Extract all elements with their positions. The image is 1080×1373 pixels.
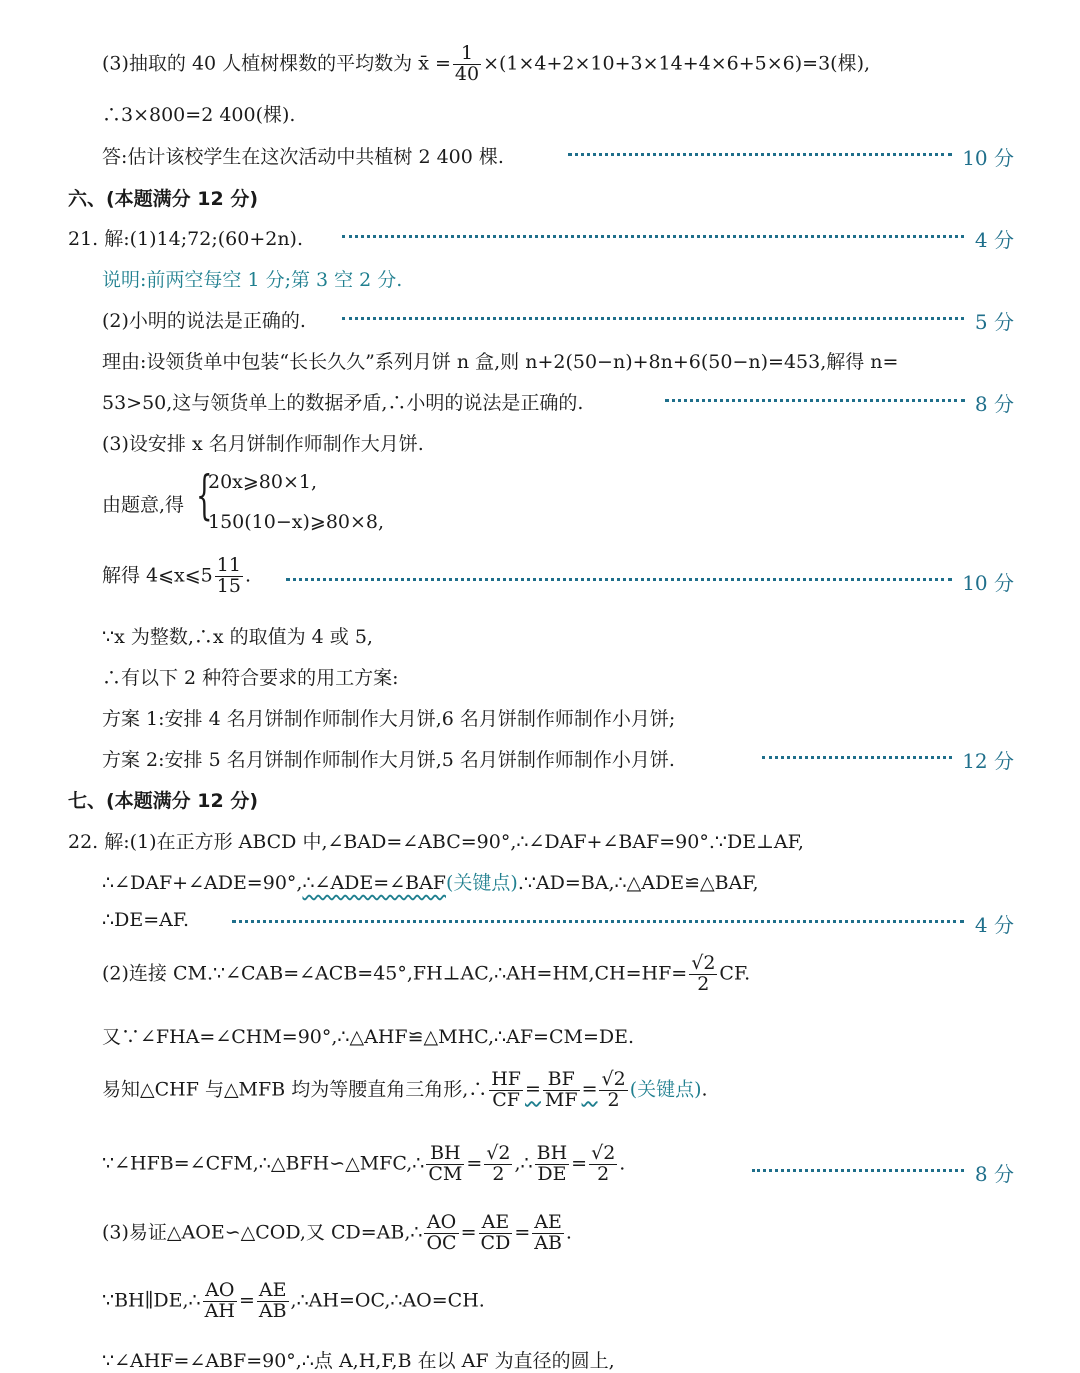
fraction <box>215 556 243 597</box>
text: 解得 4⩽x⩽5 <box>102 564 213 587</box>
q22-2-isosceles <box>102 1070 708 1111</box>
frac-den: 2 <box>597 1162 610 1185</box>
key-point-label: (关键点) <box>446 872 518 894</box>
q22-2-congruent: 又∵∠FHA=∠CHM=90°,∴△AHF≌△MHC,∴AF=CM=DE. <box>102 1026 635 1048</box>
q21-reason-cont: 53>50,这与领货单上的数据矛盾,∴小明的说法是正确的. <box>102 392 584 414</box>
frac-den: 2 <box>697 972 710 995</box>
frac-num: AO <box>203 1281 237 1302</box>
score-8: 8 分 <box>974 392 1014 416</box>
q22-1-cont <box>102 868 759 895</box>
fraction <box>489 1070 523 1111</box>
frac-den: OC <box>426 1231 457 1254</box>
q21-3: (3)设安排 x 名月饼制作师制作大月饼. <box>102 433 424 455</box>
frac-den: DE <box>537 1162 567 1185</box>
text: ,∴ <box>514 1152 533 1175</box>
dot-leader <box>752 1169 964 1172</box>
fraction <box>479 1213 513 1254</box>
frac-num: AE <box>257 1281 289 1302</box>
section-7-heading: 七、(本题满分 12 分) <box>68 790 259 812</box>
text: ×(1×4+2×10+3×14+4×6+5×6)=3(棵), <box>483 52 871 75</box>
score-12: 12 分 <box>962 749 1014 773</box>
dot-leader <box>762 756 952 759</box>
dot-leader <box>342 235 964 238</box>
q20-3-line <box>102 44 870 85</box>
q22-3-circle: ∵∠AHF=∠ABF=90°,∴点 A,H,F,B 在以 AF 为直径的圆上, <box>102 1350 615 1372</box>
q22-1-end: ∴DE=AF. <box>102 909 190 931</box>
q21-note: 说明:前两空每空 1 分;第 3 空 2 分. <box>102 269 403 291</box>
frac-num: 1 <box>453 44 481 65</box>
q21-integer: ∵x 为整数,∴x 的取值为 4 或 5, <box>102 626 373 648</box>
q21-2: (2)小明的说法是正确的. <box>102 310 306 332</box>
frac-den: AB <box>534 1231 562 1254</box>
frac-den: 2 <box>492 1162 505 1185</box>
dot-leader <box>342 317 964 320</box>
fraction <box>543 1070 580 1111</box>
text: . <box>701 1078 708 1101</box>
dot-leader <box>665 399 965 402</box>
q22-2 <box>102 954 750 995</box>
frac-num: HF <box>491 1068 521 1090</box>
key-step: ∴∠ADE=∠BAF <box>302 872 446 894</box>
dot-leader <box>232 920 964 923</box>
inequality-2: 150(10−x)⩾80×8, <box>208 511 385 533</box>
text: 易知△CHF 与△MFB 均为等腰直角三角形,∴ <box>102 1078 488 1101</box>
q22-2-similar: ∵∠HFB=∠CFM,∴△BFH∽△MFC,∴ $\frac{BH}{CM}$ = $\frac{√2}{2}$ ,∴ $\frac{BH}{DE}$ = $\frac{√2}{2}$ . <box>102 1142 626 1185</box>
frac-den: 2 <box>607 1088 620 1111</box>
fraction <box>589 1144 617 1185</box>
score-4: 4 分 <box>974 228 1014 252</box>
text: .∵AD=BA,∴△ADE≌△BAF, <box>517 872 759 894</box>
fraction <box>689 954 717 995</box>
frac-num: 11 <box>216 554 241 576</box>
text: (3)易证△AOE∽△COD,又 CD=AB,∴ <box>102 1221 423 1244</box>
frac-den: CF <box>492 1088 520 1111</box>
frac-num: BH <box>536 1142 568 1164</box>
fraction <box>426 1144 464 1185</box>
text: ∵∠HFB=∠CFM,∴△BFH∽△MFC,∴ <box>102 1152 425 1175</box>
q20-answer: 答:估计该校学生在这次活动中共植树 2 400 棵. <box>102 146 504 168</box>
fraction <box>257 1281 289 1322</box>
dot-leader <box>286 578 952 581</box>
score-5: 5 分 <box>974 310 1014 334</box>
frac-num: √2 <box>486 1142 511 1164</box>
key-point-label: (关键点) <box>629 1078 702 1101</box>
system-label: 由题意,得 <box>102 494 185 516</box>
key-step: $\frac{HF}{CF}$ = $\frac{BF}{MF}$ = $\frac{√2}{2}$ <box>491 1068 626 1111</box>
frac-den: CD <box>480 1231 511 1254</box>
dot-leader <box>568 153 952 156</box>
frac-num: √2 <box>601 1068 626 1090</box>
section-6-heading: 六、(本题满分 12 分) <box>68 188 259 210</box>
text: . <box>619 1152 626 1175</box>
text: . <box>565 1221 572 1244</box>
fraction <box>599 1070 627 1111</box>
frac-den: 15 <box>216 574 241 597</box>
frac-den: AH <box>204 1299 235 1322</box>
frac-num: AE <box>532 1213 564 1234</box>
fraction <box>535 1144 570 1185</box>
text: (3)抽取的 40 人植树棵数的平均数为 x̄ = <box>102 52 451 75</box>
frac-num: AE <box>479 1213 513 1234</box>
frac-num: BF <box>543 1070 580 1091</box>
score-4: 4 分 <box>974 913 1014 937</box>
q21-plan-2: 方案 2:安排 5 名月饼制作师制作大月饼,5 名月饼制作师制作小月饼. <box>102 749 675 771</box>
frac-den: 40 <box>454 62 480 85</box>
text: (2)连接 CM.∵∠CAB=∠ACB=45°,FH⊥AC,∴AH=HM,CH=HF= <box>102 962 688 985</box>
q21-reason: 理由:设领货单中包装“长长久久”系列月饼 n 盒,则 n+2(50−n)+8n+6(50−n)=453,解得 n= <box>102 351 899 373</box>
q21-solution <box>102 556 251 597</box>
text: ,∴AH=OC,∴AO=CH. <box>290 1289 485 1312</box>
fraction <box>203 1281 237 1322</box>
inequality-1: 20x⩾80×1, <box>208 471 318 493</box>
fraction <box>484 1144 512 1185</box>
frac-num: AO <box>424 1213 458 1234</box>
text: CF. <box>719 962 751 985</box>
score-10: 10 分 <box>962 571 1014 595</box>
q21-plan-1: 方案 1:安排 4 名月饼制作师制作大月饼,6 名月饼制作师制作小月饼; <box>102 708 676 730</box>
frac-den: AB <box>258 1299 287 1322</box>
fraction <box>424 1213 458 1254</box>
q22-1: 22. 解:(1)在正方形 ABCD 中,∠BAD=∠ABC=90°,∴∠DAF+∠BAF=90°.∵DE⊥AF, <box>68 831 804 853</box>
frac-den: CM <box>428 1162 463 1185</box>
score-10: 10 分 <box>962 146 1014 170</box>
q21-1: 21. 解:(1)14;72;(60+2n). <box>68 228 304 250</box>
frac-num: √2 <box>691 952 716 974</box>
fraction <box>532 1213 564 1254</box>
text: ∵BH∥DE,∴ <box>102 1289 201 1312</box>
q20-calc: ∴3×800=2 400(棵). <box>102 104 296 126</box>
q21-plans: ∴有以下 2 种符合要求的用工方案: <box>102 667 399 689</box>
score-8: 8 分 <box>974 1162 1014 1186</box>
frac-num: BH <box>426 1144 464 1165</box>
frac-num: √2 <box>591 1142 616 1164</box>
fraction <box>453 44 481 85</box>
q22-3: (3)易证△AOE∽△COD,又 CD=AB,∴ $\frac{AO}{OC}$ = $\frac{AE}{CD}$ = $\frac{AE}{AB}$ . <box>102 1211 572 1254</box>
brace-icon: { <box>196 466 213 526</box>
text: ∴∠DAF+∠ADE=90°, <box>102 872 303 894</box>
frac-den: MF <box>544 1088 578 1111</box>
text: . <box>244 564 252 587</box>
q22-3-parallel: ∵BH∥DE,∴ $\frac{AO}{AH}$ = $\frac{AE}{AB}$ ,∴AH=OC,∴AO=CH. <box>102 1279 485 1322</box>
